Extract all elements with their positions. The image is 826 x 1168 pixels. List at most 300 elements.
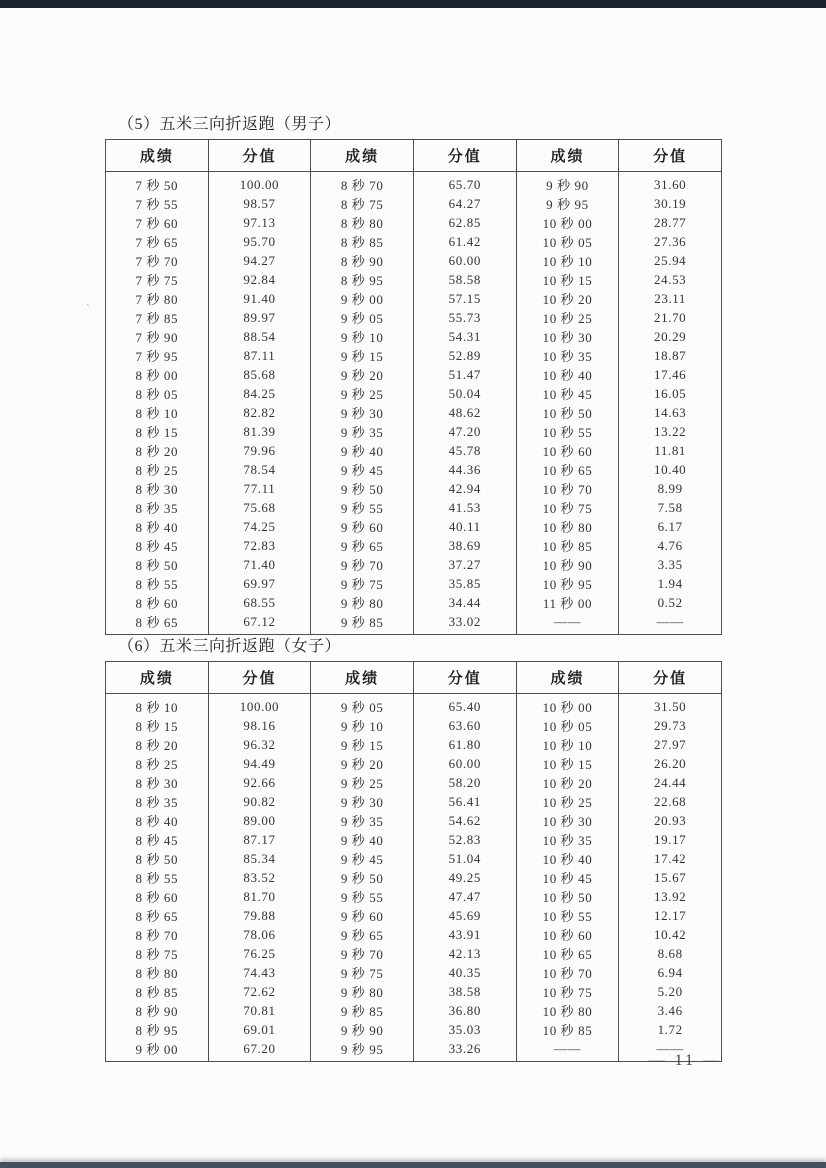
result-cell: 10 秒 65	[516, 460, 619, 479]
result-cell: 11 秒 00	[516, 593, 619, 612]
table-row	[106, 773, 722, 792]
points-cell: 27.97	[619, 735, 722, 754]
points-cell: 97.13	[208, 213, 311, 232]
points-cell: 10.42	[619, 925, 722, 944]
result-cell: 9 秒 40	[311, 441, 414, 460]
result-cell: 9 秒 95	[516, 194, 619, 213]
table-row	[106, 384, 722, 403]
result-cell: 8 秒 60	[106, 593, 209, 612]
points-cell: 72.83	[208, 536, 311, 555]
table-row	[106, 887, 722, 906]
result-cell: 8 秒 80	[106, 963, 209, 982]
result-cell: 10 秒 85	[516, 536, 619, 555]
table-row	[106, 982, 722, 1001]
table-body-women	[106, 694, 722, 1062]
result-cell: 10 秒 10	[516, 735, 619, 754]
result-cell: 10 秒 55	[516, 906, 619, 925]
result-cell: 10 秒 70	[516, 963, 619, 982]
result-cell: 8 秒 10	[106, 403, 209, 422]
result-cell: 8 秒 25	[106, 460, 209, 479]
points-cell: 25.94	[619, 251, 722, 270]
table-title-women: （6）五米三向折返跑（女子）	[118, 638, 342, 655]
result-cell: 10 秒 45	[516, 868, 619, 887]
table-row	[106, 270, 722, 289]
table-row	[106, 1020, 722, 1039]
table-row	[106, 403, 722, 422]
table-row	[106, 694, 722, 717]
result-cell: 10 秒 25	[516, 308, 619, 327]
points-cell: 48.62	[413, 403, 516, 422]
points-cell: 91.40	[208, 289, 311, 308]
points-cell: 3.35	[619, 555, 722, 574]
result-cell: ——	[516, 612, 619, 635]
points-cell: 0.52	[619, 593, 722, 612]
result-cell: 8 秒 70	[106, 925, 209, 944]
scan-edge-top	[0, 0, 826, 8]
result-cell: 10 秒 85	[516, 1020, 619, 1039]
points-cell: 96.32	[208, 735, 311, 754]
points-cell: 47.20	[413, 422, 516, 441]
points-cell: 71.40	[208, 555, 311, 574]
result-cell: 9 秒 95	[311, 1039, 414, 1062]
result-cell: 10 秒 00	[516, 694, 619, 717]
table-row	[106, 593, 722, 612]
result-cell: 8 秒 70	[311, 172, 414, 195]
points-cell: 17.42	[619, 849, 722, 868]
table-row	[106, 754, 722, 773]
table-row	[106, 868, 722, 887]
points-cell: 78.54	[208, 460, 311, 479]
result-cell: 8 秒 90	[106, 1001, 209, 1020]
points-cell: 67.12	[208, 612, 311, 635]
result-cell: 8 秒 75	[106, 944, 209, 963]
section-men-shuttle-run	[105, 111, 723, 635]
result-cell: 10 秒 40	[516, 849, 619, 868]
result-cell: 8 秒 90	[311, 251, 414, 270]
result-cell: 10 秒 65	[516, 944, 619, 963]
points-cell: 100.00	[208, 172, 311, 195]
points-cell: 20.29	[619, 327, 722, 346]
points-cell: 1.94	[619, 574, 722, 593]
result-cell: 8 秒 60	[106, 887, 209, 906]
result-cell: 8 秒 50	[106, 555, 209, 574]
result-cell: 8 秒 45	[106, 536, 209, 555]
points-cell: 17.46	[619, 365, 722, 384]
result-cell: 9 秒 65	[311, 925, 414, 944]
result-cell: 7 秒 60	[106, 213, 209, 232]
table-row	[106, 365, 722, 384]
points-cell: 28.77	[619, 213, 722, 232]
table-row	[106, 308, 722, 327]
result-cell: 9 秒 60	[311, 517, 414, 536]
column-header: 分值	[208, 140, 311, 172]
points-cell: 61.80	[413, 735, 516, 754]
points-cell: 89.97	[208, 308, 311, 327]
result-cell: 8 秒 55	[106, 868, 209, 887]
points-cell: 79.96	[208, 441, 311, 460]
points-cell: 87.17	[208, 830, 311, 849]
points-cell: 6.17	[619, 517, 722, 536]
points-cell: 54.31	[413, 327, 516, 346]
points-cell: 40.11	[413, 517, 516, 536]
table-row	[106, 849, 722, 868]
result-cell: 10 秒 00	[516, 213, 619, 232]
column-header: 成绩	[311, 662, 414, 694]
result-cell: 7 秒 55	[106, 194, 209, 213]
result-cell: 10 秒 50	[516, 403, 619, 422]
result-cell: 8 秒 85	[106, 982, 209, 1001]
result-cell: 7 秒 70	[106, 251, 209, 270]
points-cell: 62.85	[413, 213, 516, 232]
table-header-men	[106, 140, 722, 172]
table-row	[106, 172, 722, 195]
points-cell: 43.91	[413, 925, 516, 944]
result-cell: 10 秒 80	[516, 1001, 619, 1020]
points-cell: 20.93	[619, 811, 722, 830]
result-cell: 9 秒 60	[311, 906, 414, 925]
result-cell: 8 秒 00	[106, 365, 209, 384]
points-cell: 24.53	[619, 270, 722, 289]
result-cell: 8 秒 30	[106, 773, 209, 792]
points-cell: 7.58	[619, 498, 722, 517]
table-row	[106, 498, 722, 517]
result-cell: 9 秒 70	[311, 555, 414, 574]
table-row	[106, 830, 722, 849]
points-cell: 89.00	[208, 811, 311, 830]
table-row	[106, 327, 722, 346]
result-cell: 10 秒 20	[516, 773, 619, 792]
points-cell: 82.82	[208, 403, 311, 422]
result-cell: 9 秒 45	[311, 849, 414, 868]
result-cell: 9 秒 55	[311, 887, 414, 906]
points-cell: 51.47	[413, 365, 516, 384]
points-cell: 67.20	[208, 1039, 311, 1062]
points-cell: 8.99	[619, 479, 722, 498]
result-cell: 10 秒 55	[516, 422, 619, 441]
result-cell: 9 秒 15	[311, 346, 414, 365]
result-cell: 9 秒 30	[311, 403, 414, 422]
result-cell: 9 秒 65	[311, 536, 414, 555]
points-cell: 29.73	[619, 716, 722, 735]
points-cell: 79.88	[208, 906, 311, 925]
result-cell: 10 秒 25	[516, 792, 619, 811]
result-cell: 9 秒 05	[311, 308, 414, 327]
points-cell: 41.53	[413, 498, 516, 517]
result-cell: 8 秒 35	[106, 498, 209, 517]
points-cell: 26.20	[619, 754, 722, 773]
result-cell: 9 秒 55	[311, 498, 414, 517]
points-cell: 63.60	[413, 716, 516, 735]
result-cell: 10 秒 95	[516, 574, 619, 593]
table-row	[106, 574, 722, 593]
result-cell: 8 秒 65	[106, 612, 209, 635]
result-cell: 9 秒 15	[311, 735, 414, 754]
points-cell: 65.40	[413, 694, 516, 717]
result-cell: 8 秒 40	[106, 517, 209, 536]
points-cell: 33.26	[413, 1039, 516, 1062]
result-cell: 9 秒 20	[311, 754, 414, 773]
points-cell: 36.80	[413, 1001, 516, 1020]
points-cell: 61.42	[413, 232, 516, 251]
result-cell: 9 秒 10	[311, 716, 414, 735]
points-cell: 30.19	[619, 194, 722, 213]
page-number: — 11 —	[648, 1052, 722, 1069]
result-cell: 8 秒 10	[106, 694, 209, 717]
points-cell: 45.69	[413, 906, 516, 925]
result-cell: 9 秒 75	[311, 963, 414, 982]
result-cell: 8 秒 15	[106, 422, 209, 441]
result-cell: 8 秒 95	[106, 1020, 209, 1039]
result-cell: 10 秒 40	[516, 365, 619, 384]
points-cell: 34.44	[413, 593, 516, 612]
score-table-men	[105, 139, 722, 635]
result-cell: 10 秒 60	[516, 441, 619, 460]
table-row	[106, 555, 722, 574]
points-cell: 18.87	[619, 346, 722, 365]
points-cell: 92.84	[208, 270, 311, 289]
points-cell: 74.25	[208, 517, 311, 536]
scan-edge-bottom	[0, 1162, 826, 1168]
result-cell: 9 秒 85	[311, 1001, 414, 1020]
points-cell: 74.43	[208, 963, 311, 982]
result-cell: 9 秒 05	[311, 694, 414, 717]
points-cell: 54.62	[413, 811, 516, 830]
points-cell: 75.68	[208, 498, 311, 517]
result-cell: 9 秒 35	[311, 811, 414, 830]
result-cell: 9 秒 00	[311, 289, 414, 308]
result-cell: 10 秒 90	[516, 555, 619, 574]
result-cell: 8 秒 75	[311, 194, 414, 213]
points-cell: 51.04	[413, 849, 516, 868]
points-cell: 55.73	[413, 308, 516, 327]
result-cell: 10 秒 05	[516, 716, 619, 735]
result-cell: 10 秒 30	[516, 327, 619, 346]
result-cell: 9 秒 10	[311, 327, 414, 346]
result-cell: 7 秒 50	[106, 172, 209, 195]
score-table-women	[105, 661, 722, 1062]
points-cell: 38.58	[413, 982, 516, 1001]
points-cell: 8.68	[619, 944, 722, 963]
table-row	[106, 963, 722, 982]
result-cell: 10 秒 45	[516, 384, 619, 403]
table-row	[106, 792, 722, 811]
table-title-men: （5）五米三向折返跑（男子）	[118, 116, 342, 133]
points-cell: 15.67	[619, 868, 722, 887]
column-header: 分值	[619, 662, 722, 694]
column-header: 成绩	[311, 140, 414, 172]
result-cell: 9 秒 25	[311, 384, 414, 403]
points-cell: 10.40	[619, 460, 722, 479]
result-cell: 10 秒 75	[516, 498, 619, 517]
points-cell: 6.94	[619, 963, 722, 982]
result-cell: 8 秒 95	[311, 270, 414, 289]
result-cell: 9 秒 20	[311, 365, 414, 384]
points-cell: 60.00	[413, 754, 516, 773]
points-cell: ——	[619, 612, 722, 635]
points-cell: 58.20	[413, 773, 516, 792]
result-cell: 8 秒 65	[106, 906, 209, 925]
result-cell: 9 秒 40	[311, 830, 414, 849]
section-women-shuttle-run	[105, 633, 723, 1062]
result-cell: 8 秒 55	[106, 574, 209, 593]
points-cell: 94.49	[208, 754, 311, 773]
points-cell: 24.44	[619, 773, 722, 792]
result-cell: 9 秒 50	[311, 479, 414, 498]
points-cell: 45.78	[413, 441, 516, 460]
result-cell: 10 秒 50	[516, 887, 619, 906]
result-cell: 10 秒 05	[516, 232, 619, 251]
points-cell: 76.25	[208, 944, 311, 963]
points-cell: 13.22	[619, 422, 722, 441]
points-cell: 16.05	[619, 384, 722, 403]
points-cell: 58.58	[413, 270, 516, 289]
result-cell: 8 秒 20	[106, 735, 209, 754]
points-cell: 37.27	[413, 555, 516, 574]
points-cell: 1.72	[619, 1020, 722, 1039]
points-cell: 31.50	[619, 694, 722, 717]
column-header: 成绩	[106, 662, 209, 694]
points-cell: 88.54	[208, 327, 311, 346]
result-cell: 9 秒 25	[311, 773, 414, 792]
points-cell: 81.39	[208, 422, 311, 441]
points-cell: 65.70	[413, 172, 516, 195]
points-cell: 12.17	[619, 906, 722, 925]
points-cell: 42.94	[413, 479, 516, 498]
result-cell: 8 秒 15	[106, 716, 209, 735]
result-cell: 10 秒 15	[516, 270, 619, 289]
table-row	[106, 479, 722, 498]
table-row	[106, 232, 722, 251]
column-header: 成绩	[106, 140, 209, 172]
table-row	[106, 289, 722, 308]
column-header: 分值	[208, 662, 311, 694]
points-cell: 98.16	[208, 716, 311, 735]
table-header-women	[106, 662, 722, 694]
result-cell: 9 秒 30	[311, 792, 414, 811]
result-cell: 8 秒 20	[106, 441, 209, 460]
points-cell: 19.17	[619, 830, 722, 849]
result-cell: 7 秒 80	[106, 289, 209, 308]
result-cell: 9 秒 80	[311, 593, 414, 612]
points-cell: 35.85	[413, 574, 516, 593]
result-cell: 10 秒 80	[516, 517, 619, 536]
points-cell: 81.70	[208, 887, 311, 906]
points-cell: 85.34	[208, 849, 311, 868]
result-cell: 7 秒 85	[106, 308, 209, 327]
table-row	[106, 716, 722, 735]
result-cell: 8 秒 25	[106, 754, 209, 773]
result-cell: 9 秒 35	[311, 422, 414, 441]
points-cell: 94.27	[208, 251, 311, 270]
points-cell: 87.11	[208, 346, 311, 365]
result-cell: 8 秒 45	[106, 830, 209, 849]
points-cell: 60.00	[413, 251, 516, 270]
result-cell: 10 秒 60	[516, 925, 619, 944]
result-cell: 7 秒 90	[106, 327, 209, 346]
result-cell: 9 秒 80	[311, 982, 414, 1001]
result-cell: 10 秒 70	[516, 479, 619, 498]
result-cell: 8 秒 50	[106, 849, 209, 868]
result-cell: 8 秒 05	[106, 384, 209, 403]
points-cell: ——	[619, 1039, 722, 1062]
points-cell: 83.52	[208, 868, 311, 887]
table-row	[106, 251, 722, 270]
points-cell: 27.36	[619, 232, 722, 251]
points-cell: 4.76	[619, 536, 722, 555]
points-cell: 78.06	[208, 925, 311, 944]
points-cell: 38.69	[413, 536, 516, 555]
table-row	[106, 612, 722, 635]
points-cell: 21.70	[619, 308, 722, 327]
result-cell: 7 秒 75	[106, 270, 209, 289]
points-cell: 23.11	[619, 289, 722, 308]
points-cell: 50.04	[413, 384, 516, 403]
result-cell: 8 秒 80	[311, 213, 414, 232]
table-row	[106, 517, 722, 536]
table-row	[106, 213, 722, 232]
points-cell: 22.68	[619, 792, 722, 811]
points-cell: 98.57	[208, 194, 311, 213]
points-cell: 100.00	[208, 694, 311, 717]
points-cell: 64.27	[413, 194, 516, 213]
points-cell: 33.02	[413, 612, 516, 635]
result-cell: 9 秒 90	[516, 172, 619, 195]
result-cell: 9 秒 90	[311, 1020, 414, 1039]
result-cell: 10 秒 75	[516, 982, 619, 1001]
points-cell: 52.83	[413, 830, 516, 849]
points-cell: 13.92	[619, 887, 722, 906]
points-cell: 57.15	[413, 289, 516, 308]
table-row	[106, 536, 722, 555]
points-cell: 11.81	[619, 441, 722, 460]
points-cell: 92.66	[208, 773, 311, 792]
result-cell: 10 秒 20	[516, 289, 619, 308]
table-body-men	[106, 172, 722, 635]
result-cell: 10 秒 35	[516, 346, 619, 365]
table-row	[106, 906, 722, 925]
margin-artifact-mark: `	[83, 302, 91, 316]
table-row	[106, 346, 722, 365]
result-cell: 7 秒 95	[106, 346, 209, 365]
points-cell: 44.36	[413, 460, 516, 479]
points-cell: 42.13	[413, 944, 516, 963]
result-cell: 9 秒 70	[311, 944, 414, 963]
result-cell: 9 秒 50	[311, 868, 414, 887]
table-row	[106, 735, 722, 754]
table-row	[106, 460, 722, 479]
result-cell: 10 秒 15	[516, 754, 619, 773]
points-cell: 84.25	[208, 384, 311, 403]
column-header: 分值	[413, 662, 516, 694]
result-cell: 9 秒 85	[311, 612, 414, 635]
result-cell: 8 秒 30	[106, 479, 209, 498]
result-cell: 8 秒 85	[311, 232, 414, 251]
table-row	[106, 1001, 722, 1020]
points-cell: 90.82	[208, 792, 311, 811]
table-row	[106, 422, 722, 441]
column-header: 分值	[413, 140, 516, 172]
points-cell: 35.03	[413, 1020, 516, 1039]
points-cell: 14.63	[619, 403, 722, 422]
points-cell: 40.35	[413, 963, 516, 982]
result-cell: 9 秒 45	[311, 460, 414, 479]
points-cell: 56.41	[413, 792, 516, 811]
points-cell: 49.25	[413, 868, 516, 887]
result-cell: 9 秒 75	[311, 574, 414, 593]
result-cell: 10 秒 30	[516, 811, 619, 830]
column-header: 成绩	[516, 140, 619, 172]
result-cell: ——	[516, 1039, 619, 1062]
